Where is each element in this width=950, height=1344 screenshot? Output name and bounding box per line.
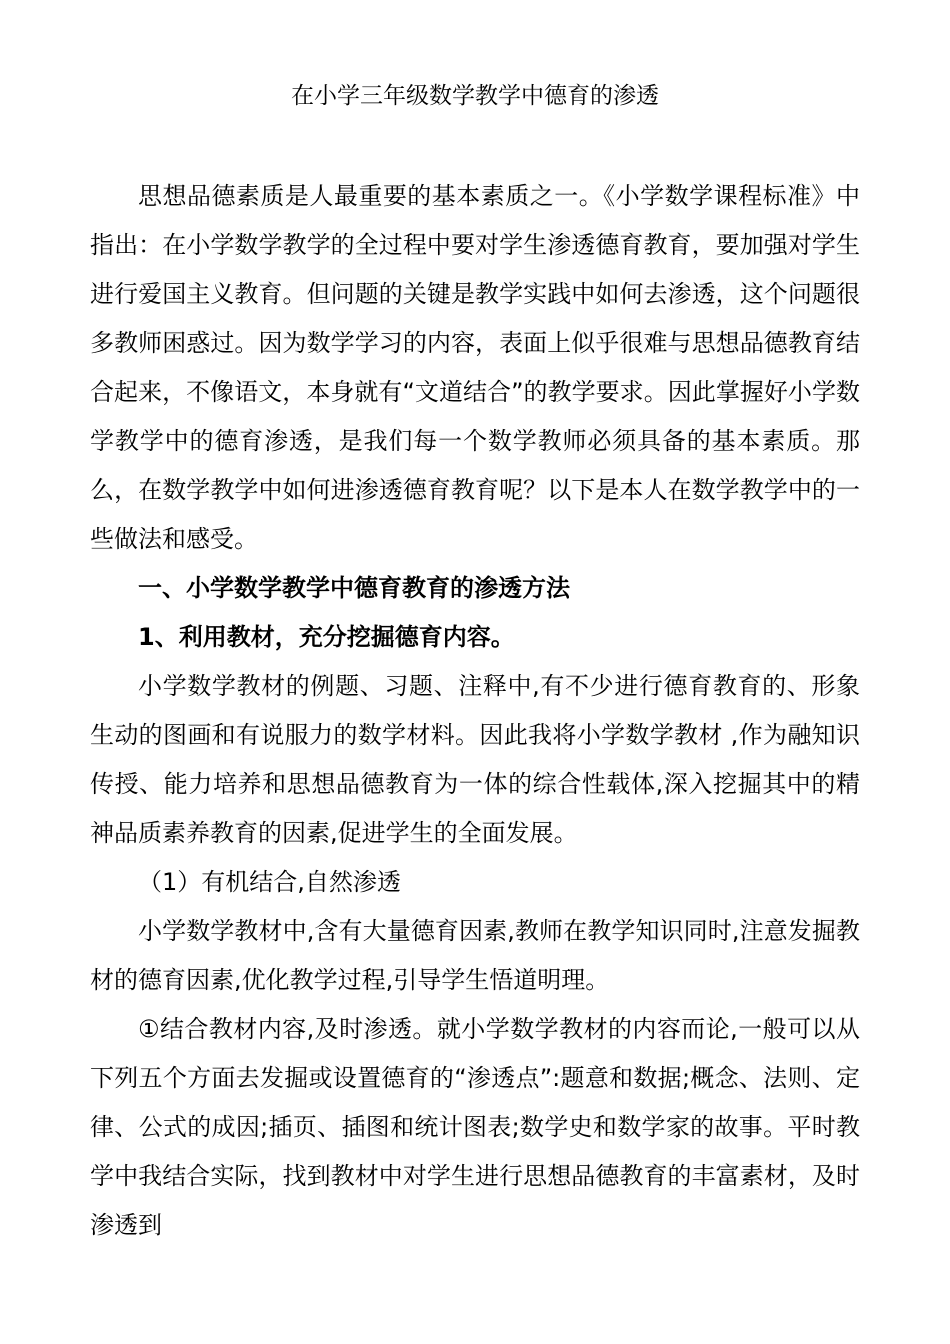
paragraph-penetration-points: ①结合教材内容,及时渗透。就小学数学教材的内容而论,一般可以从下列五个方面去发掘或设置德育的“渗透点”:题意和数据;概念、法则、定律、公式的成因;插页、插图和统计图表;数学史和数学家的故事。平时教学中我结合实际，找到教材中对学生进行思想品德教育的丰富素材，及时渗透到 [90, 1015, 860, 1239]
document-body [90, 172, 860, 1250]
paragraph-moral-factors: 小学数学教材中,含有大量德育因素,教师在教学知识同时,注意发掘教材的德育因素,优化教学过程,引导学生悟道明理。 [90, 917, 860, 994]
paragraph-intro: 思想品德素质是人最重要的基本素质之一。《小学数学课程标准》中指出：在小学数学教学的全过程中要对学生渗透德育教育，要加强对学生进行爱国主义教育。但问题的关键是教学实践中如何去渗透，这个问题很多教师困惑过。因为数学学习的内容，表面上似乎很难与思想品德教育结合起来，不像语文，本身就有“文道结合”的教学要求。因此掌握好小学数学教学中的德育渗透，是我们每一个数学教师必须具备的基本素质。那么，在数学教学中如何进渗透德育教育呢？以下是本人在数学教学中的一些做法和感受。 [90, 182, 860, 553]
paragraph-textbook: 小学数学教材的例题、习题、注释中,有不少进行德育教育的、形象生动的图画和有说服力的数学材料。因此我将小学数学教材 ,作为融知识传授、能力培养和思想品德教育为一体的综合性载体,深入挖掘其中的精神品质素养教育的因素,促进学生的全面发展。 [90, 672, 860, 847]
subsection-heading: 1、利用教材，充分挖掘德育内容。 [138, 623, 515, 651]
sub-item-heading: （1）有机结合,自然渗透 [138, 868, 401, 896]
document-title: 在小学三年级数学教学中德育的渗透 [291, 83, 659, 109]
section-heading: 一、小学数学教学中德育教育的渗透方法 [138, 574, 570, 602]
